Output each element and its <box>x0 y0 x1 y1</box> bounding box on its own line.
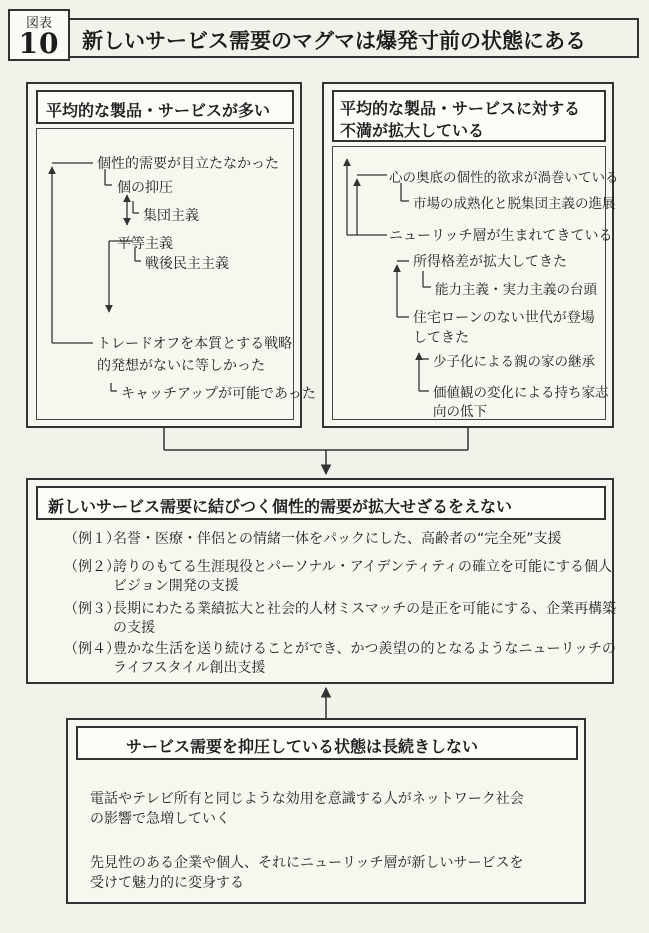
left-panel-title: 平均的な製品・サービスが多い <box>46 101 271 120</box>
bottom-line-2: の影響で急増していく <box>90 811 230 827</box>
right-item-9: 向の低下 <box>433 404 487 420</box>
right-item-2: ニューリッチ層が生まれてきている <box>389 228 613 244</box>
example-3-label: （例３） <box>64 601 120 617</box>
example-3 <box>64 600 624 640</box>
left-item-7: キャッチアップが可能であった <box>121 386 316 402</box>
right-item-0: 心の奥底の個性的欲求が渦巻いている <box>389 170 619 186</box>
bottom-panel <box>66 718 586 904</box>
figure-number: 10 <box>18 27 60 60</box>
example-1-label: （例１） <box>64 531 120 547</box>
left-item-0: 個性的需要が目立たなかった <box>97 156 279 172</box>
example-2-label: （例２） <box>64 559 120 575</box>
bottom-line-3: 先見性のある企業や個人、それにニューリッチ層が新しいサービスを <box>90 855 524 871</box>
bottom-line-1: 電話やテレビ所有と同じような効用を意識する人がネットワーク社会 <box>90 791 524 807</box>
right-item-7: 少子化による親の家の継承 <box>433 354 595 370</box>
left-item-6: 的発想がないに等しかった <box>97 358 265 374</box>
bottom-panel-title: サービス需要を抑圧している状態は長続きしない <box>126 737 479 756</box>
example-3-text: 長期にわたる業績拡大と社会的人材ミスマッチの是正を可能にする、企業再構築の支援 <box>113 601 617 636</box>
example-4-text: 豊かな生活を送り続けることができ、かつ羨望の的となるようなニューリッチのライフスタイル創出支援 <box>113 641 616 676</box>
right-item-3: 所得格差が拡大してきた <box>413 254 567 270</box>
right-item-8: 価値観の変化による持ち家志 <box>433 385 609 401</box>
example-2 <box>64 558 624 598</box>
left-item-1: 個の抑圧 <box>117 180 173 196</box>
bottom-line-4: 受けて魅力的に変身する <box>90 875 244 891</box>
left-item-3: 平等主義 <box>117 236 173 252</box>
example-2-text: 誇りのもてる生涯現役とパーソナル・アイデンティティの確立を可能にする個人ビジョン開発の支援 <box>113 559 612 594</box>
example-1 <box>64 530 624 550</box>
example-1-text: 名誉・医療・伴侶との情緒一体をパックにした、高齢者の“完全死”支援 <box>113 531 562 547</box>
right-panel-title-line1: 平均的な製品・サービスに対する <box>340 99 581 118</box>
bottom-panel-header <box>76 726 578 760</box>
example-4 <box>64 640 624 680</box>
left-item-4: 戦後民主主義 <box>145 256 229 272</box>
right-item-1: 市場の成熟化と脱集団主義の進展 <box>413 196 616 212</box>
figure-label: 図表 <box>25 16 52 31</box>
middle-panel-header <box>36 486 606 520</box>
left-item-2: 集団主義 <box>143 208 199 224</box>
right-item-6: してきた <box>413 330 469 346</box>
left-item-5: トレードオフを本質とする戦略 <box>97 336 293 352</box>
middle-panel-title: 新しいサービス需要に結びつく個性的需要が拡大せざるをえない <box>48 497 513 516</box>
figure-title: 新しいサービス需要のマグマは爆発寸前の状態にある <box>82 29 586 53</box>
right-panel-title-line2: 不満が拡大している <box>340 121 485 140</box>
right-item-5: 住宅ローンのない世代が登場 <box>413 310 595 326</box>
example-4-label: （例４） <box>64 641 120 657</box>
right-item-4: 能力主義・実力主義の台頭 <box>435 282 597 298</box>
middle-panel <box>26 478 617 684</box>
